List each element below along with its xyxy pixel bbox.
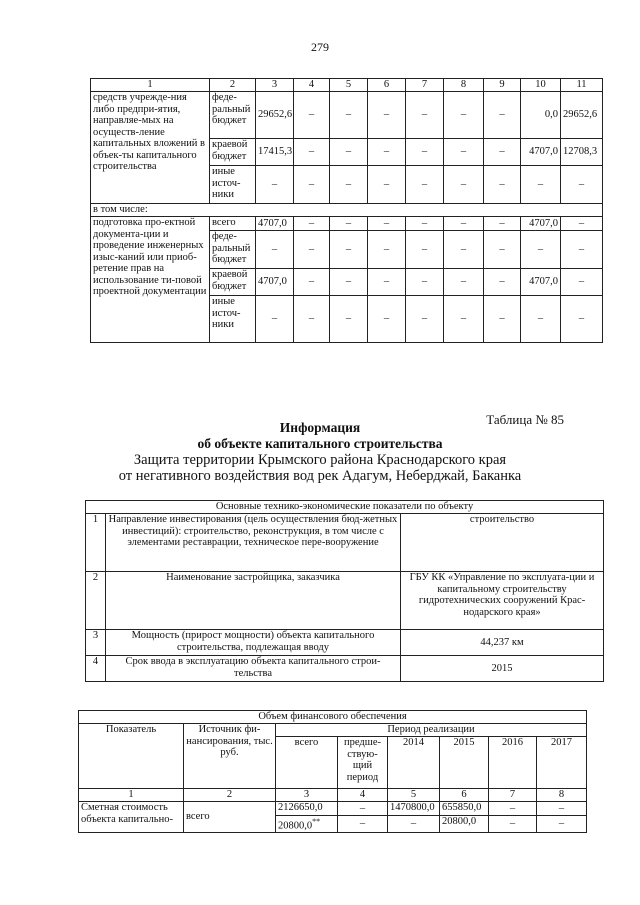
cell-value: – [368, 269, 406, 296]
cell-value: – [330, 166, 368, 204]
column-header: Источник фи-нансирования, тыс. руб. [184, 724, 276, 789]
cell-value: – [444, 231, 484, 269]
cell-value: – [406, 92, 444, 139]
row-number: 4 [86, 656, 106, 682]
cell-value: 12708,3 [561, 139, 603, 166]
source-name: всего [184, 802, 276, 833]
row-label: Сметная стоимость объекта капитально- [79, 802, 184, 833]
column-header: Показатель [79, 724, 184, 789]
column-header: предше-ствую-щий период [338, 737, 388, 789]
column-header: 2 [210, 79, 256, 92]
row-label: Срок ввода в эксплуатацию объекта капитального строи-тельства [106, 656, 401, 682]
cell-value: – [406, 166, 444, 204]
cell-value: – [406, 296, 444, 343]
column-header: 1 [91, 79, 210, 92]
column-header: 2014 [388, 737, 440, 789]
column-header: всего [276, 737, 338, 789]
source-name: феде-ральный бюджет [210, 231, 256, 269]
cell-value: 1470800,0 [388, 802, 440, 816]
source-name: иные источ-ники [210, 166, 256, 204]
cell-value: – [388, 816, 440, 833]
column-number: 7 [489, 789, 537, 802]
cell-value: – [484, 217, 521, 231]
cell-value: – [484, 139, 521, 166]
column-header: Период реализации [276, 724, 587, 737]
row-value: 44,237 км [401, 630, 604, 656]
table-title: Основные технико-экономические показатели по объекту [86, 501, 604, 514]
heading-title: Информация [279, 420, 361, 435]
cell-value: – [561, 231, 603, 269]
source-name: феде-ральный бюджет [210, 92, 256, 139]
cell-value: 2126650,0 [276, 802, 338, 816]
table-title: Объем финансового обеспечения [79, 711, 587, 724]
cell-value: – [444, 269, 484, 296]
row-label: средств учрежде-ния либо предпри-ятия, направляе-мых на осуществ-ление капитальных вложений в объек-ты капитального строительства [91, 92, 210, 204]
heading-object-name-cont: от негативного воздействия вод рек Адагум, Неберджай, Баканка [118, 468, 522, 484]
cell-value: – [561, 217, 603, 231]
table-header-row [91, 79, 603, 92]
table-row [91, 217, 603, 231]
table-title-row [86, 501, 604, 514]
row-number: 3 [86, 630, 106, 656]
row-label: подготовка про-ектной документа-ции и проведение инженерных изыс-каний или приоб-ретение прав на использование ти-повой проектной документации [91, 217, 210, 343]
cell-value: – [368, 139, 406, 166]
cell-value: – [484, 296, 521, 343]
cell-value: 29652,6 [561, 92, 603, 139]
column-header: 9 [484, 79, 521, 92]
cell-value: – [484, 231, 521, 269]
cell-value: – [444, 217, 484, 231]
table-row [86, 514, 604, 572]
column-header: 4 [294, 79, 330, 92]
cell-value: 20800,0 [440, 816, 489, 833]
cell-value: – [330, 92, 368, 139]
cell-value: 0,0 [521, 92, 561, 139]
technical-indicators-table [85, 500, 604, 682]
cell-value: – [537, 816, 587, 833]
cell-value: – [294, 296, 330, 343]
cell-value: – [294, 217, 330, 231]
cell-value-text: 20800,0 [278, 820, 313, 832]
table-row [91, 92, 603, 139]
cell-value: – [368, 92, 406, 139]
column-header: 11 [561, 79, 603, 92]
column-number: 3 [276, 789, 338, 802]
row-label: Мощность (прирост мощности) объекта капитального строительства, подлежащая вводу [106, 630, 401, 656]
subheading: в том числе: [91, 204, 603, 217]
row-value: 2015 [401, 656, 604, 682]
cell-value: – [444, 92, 484, 139]
cell-value [276, 816, 338, 833]
row-value: ГБУ КК «Управление по эксплуата-ции и капитальному строительству гидротехнических сооружений Крас-нодарского края» [401, 572, 604, 630]
source-name: иные источ-ники [210, 296, 256, 343]
table-row [86, 630, 604, 656]
cell-value: – [368, 217, 406, 231]
cell-value: – [330, 231, 368, 269]
column-header: 2015 [440, 737, 489, 789]
cell-value: – [368, 166, 406, 204]
heading-object-name: Защита территории Крымского района Краснодарского края [133, 452, 507, 468]
cell-value: – [368, 296, 406, 343]
cell-value: – [521, 296, 561, 343]
cell-value: – [256, 231, 294, 269]
table-row [79, 802, 587, 816]
cell-value: – [294, 231, 330, 269]
column-header: 3 [256, 79, 294, 92]
cell-value: 4707,0 [521, 139, 561, 166]
column-header: 7 [406, 79, 444, 92]
cell-value: – [489, 802, 537, 816]
cell-value: – [406, 269, 444, 296]
source-name: всего [210, 217, 256, 231]
footnote-mark: ** [312, 817, 321, 826]
cell-value: 655850,0 [440, 802, 489, 816]
cell-value: – [561, 269, 603, 296]
cell-value: – [294, 139, 330, 166]
cell-value: – [489, 816, 537, 833]
page-number: 279 [311, 40, 329, 54]
column-header: 5 [330, 79, 368, 92]
cell-value: – [561, 166, 603, 204]
cell-value: – [294, 92, 330, 139]
column-number: 1 [79, 789, 184, 802]
table-row [86, 656, 604, 682]
column-number-row [79, 789, 587, 802]
cell-value: – [330, 217, 368, 231]
cell-value: 4707,0 [256, 217, 294, 231]
column-header: 6 [368, 79, 406, 92]
row-label: Наименование застройщика, заказчика [106, 572, 401, 630]
cell-value: – [484, 166, 521, 204]
cell-value: – [330, 296, 368, 343]
document-heading [0, 420, 640, 484]
cell-value: 17415,3 [256, 139, 294, 166]
table-subheading-row [91, 204, 603, 217]
cell-value: 29652,6 [256, 92, 294, 139]
row-label: Направление инвестирования (цель осуществления бюд-жетных инвестиций): строительство, реконструкция, в том числе с элементами реставрации, техническое пере-вооружение [106, 514, 401, 572]
row-value: строительство [401, 514, 604, 572]
column-number: 8 [537, 789, 587, 802]
column-number: 2 [184, 789, 276, 802]
cell-value: – [444, 139, 484, 166]
cell-value: – [338, 802, 388, 816]
column-number: 6 [440, 789, 489, 802]
cell-value: – [338, 816, 388, 833]
table-title-row [79, 711, 587, 724]
cell-value: – [406, 217, 444, 231]
cell-value: – [521, 231, 561, 269]
cell-value: – [444, 166, 484, 204]
heading-subtitle: об объекте капитального строительства [197, 436, 443, 451]
cell-value: 4707,0 [521, 217, 561, 231]
cell-value: – [406, 231, 444, 269]
cell-value: – [294, 166, 330, 204]
cell-value: – [256, 296, 294, 343]
cell-value: – [561, 296, 603, 343]
cell-value: – [521, 166, 561, 204]
row-number: 1 [86, 514, 106, 572]
cell-value: – [256, 166, 294, 204]
cell-value: – [444, 296, 484, 343]
cell-value: 4707,0 [521, 269, 561, 296]
column-number: 4 [338, 789, 388, 802]
table-label: Таблица № 85 [486, 412, 564, 427]
cell-value: – [294, 269, 330, 296]
column-number: 5 [388, 789, 440, 802]
column-header: 8 [444, 79, 484, 92]
column-header: 2017 [537, 737, 587, 789]
cell-value: – [484, 269, 521, 296]
row-number: 2 [86, 572, 106, 630]
column-header: 2016 [489, 737, 537, 789]
cell-value: – [484, 92, 521, 139]
source-name: краевой бюджет [210, 269, 256, 296]
cell-value: – [537, 802, 587, 816]
cell-value: 4707,0 [256, 269, 294, 296]
source-name: краевой бюджет [210, 139, 256, 166]
column-header: 10 [521, 79, 561, 92]
cell-value: – [368, 231, 406, 269]
table-row [86, 572, 604, 630]
cell-value: – [406, 139, 444, 166]
header-row [79, 724, 587, 737]
funding-sources-table [90, 78, 603, 343]
financing-table [78, 710, 587, 833]
cell-value: – [330, 139, 368, 166]
cell-value: – [330, 269, 368, 296]
